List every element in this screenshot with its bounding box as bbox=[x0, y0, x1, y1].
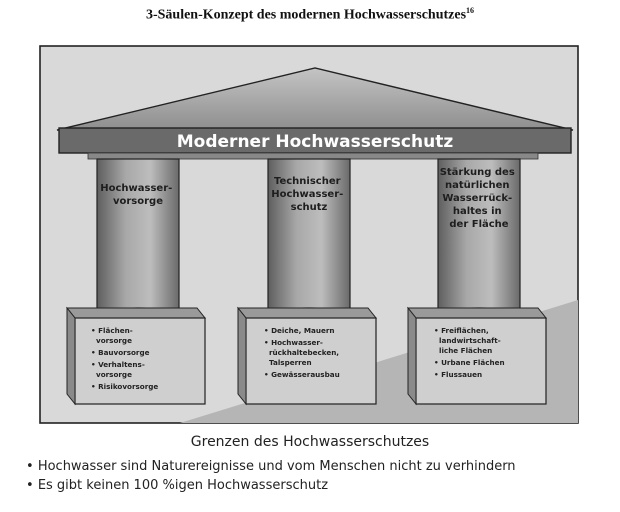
roof-label: Moderner Hochwasserschutz bbox=[176, 132, 454, 152]
bullet-line: • Risikovorsorge bbox=[91, 382, 159, 391]
pillar-label-line: Hochwasser- bbox=[271, 189, 344, 200]
pillar-label-line: Stärkung des bbox=[439, 167, 515, 178]
pillar-label-line: natürlichen bbox=[445, 180, 510, 191]
pillar-label-line: Technischer bbox=[273, 176, 341, 187]
bullet-line: Talsperren bbox=[264, 358, 312, 367]
bullet-line: • Freiflächen, bbox=[434, 326, 489, 335]
roof-underside bbox=[88, 153, 538, 159]
bullet-line: • Flächen- bbox=[91, 326, 133, 335]
limits-list bbox=[26, 457, 516, 495]
limits-heading: Grenzen des Hochwasserschutzes bbox=[190, 434, 430, 450]
pillar-label-line: vorsorge bbox=[112, 196, 164, 207]
bullet-line: • Hochwasser- bbox=[264, 338, 323, 347]
bullet-line: • Bauvorsorge bbox=[91, 348, 150, 357]
pillar-label-line: der Fläche bbox=[449, 219, 509, 230]
bullet-line: • Deiche, Mauern bbox=[264, 326, 335, 335]
list-item: • Es gibt keinen 100 %igen Hochwasserschutz bbox=[26, 476, 516, 495]
bullet-line: • Urbane Flächen bbox=[434, 358, 505, 367]
base-top bbox=[67, 308, 205, 318]
list-item: • Hochwasser sind Naturereignisse und vom Menschen nicht zu verhindern bbox=[26, 457, 516, 476]
pillar-label-line: schutz bbox=[290, 202, 328, 213]
bullet-line: rückhaltebecken, bbox=[264, 348, 340, 357]
bullet-line: vorsorge bbox=[91, 336, 132, 345]
bullet-line: vorsorge bbox=[91, 370, 132, 379]
base-top bbox=[238, 308, 376, 318]
bullet-line: • Gewässerausbau bbox=[264, 370, 340, 379]
footnote-marker: 16 bbox=[466, 6, 475, 15]
bullet-line: liche Flächen bbox=[434, 346, 493, 355]
base-side bbox=[67, 308, 75, 404]
pillar-label-line: Wasserrück- bbox=[442, 193, 513, 204]
pillar-label bbox=[440, 167, 519, 230]
base-side bbox=[408, 308, 416, 404]
bullet-line: • Verhaltens- bbox=[91, 360, 145, 369]
pillar-label-line: Hochwasser- bbox=[100, 183, 173, 194]
base-side bbox=[238, 308, 246, 404]
pillar-label-line: haltes in bbox=[452, 206, 502, 217]
bullet-line: • Flussauen bbox=[434, 370, 483, 379]
base-top bbox=[408, 308, 546, 318]
bullet-line: landwirtschaft- bbox=[434, 336, 501, 345]
title-text: 3-Säulen-Konzept des modernen Hochwasserschutzes bbox=[145, 7, 467, 23]
